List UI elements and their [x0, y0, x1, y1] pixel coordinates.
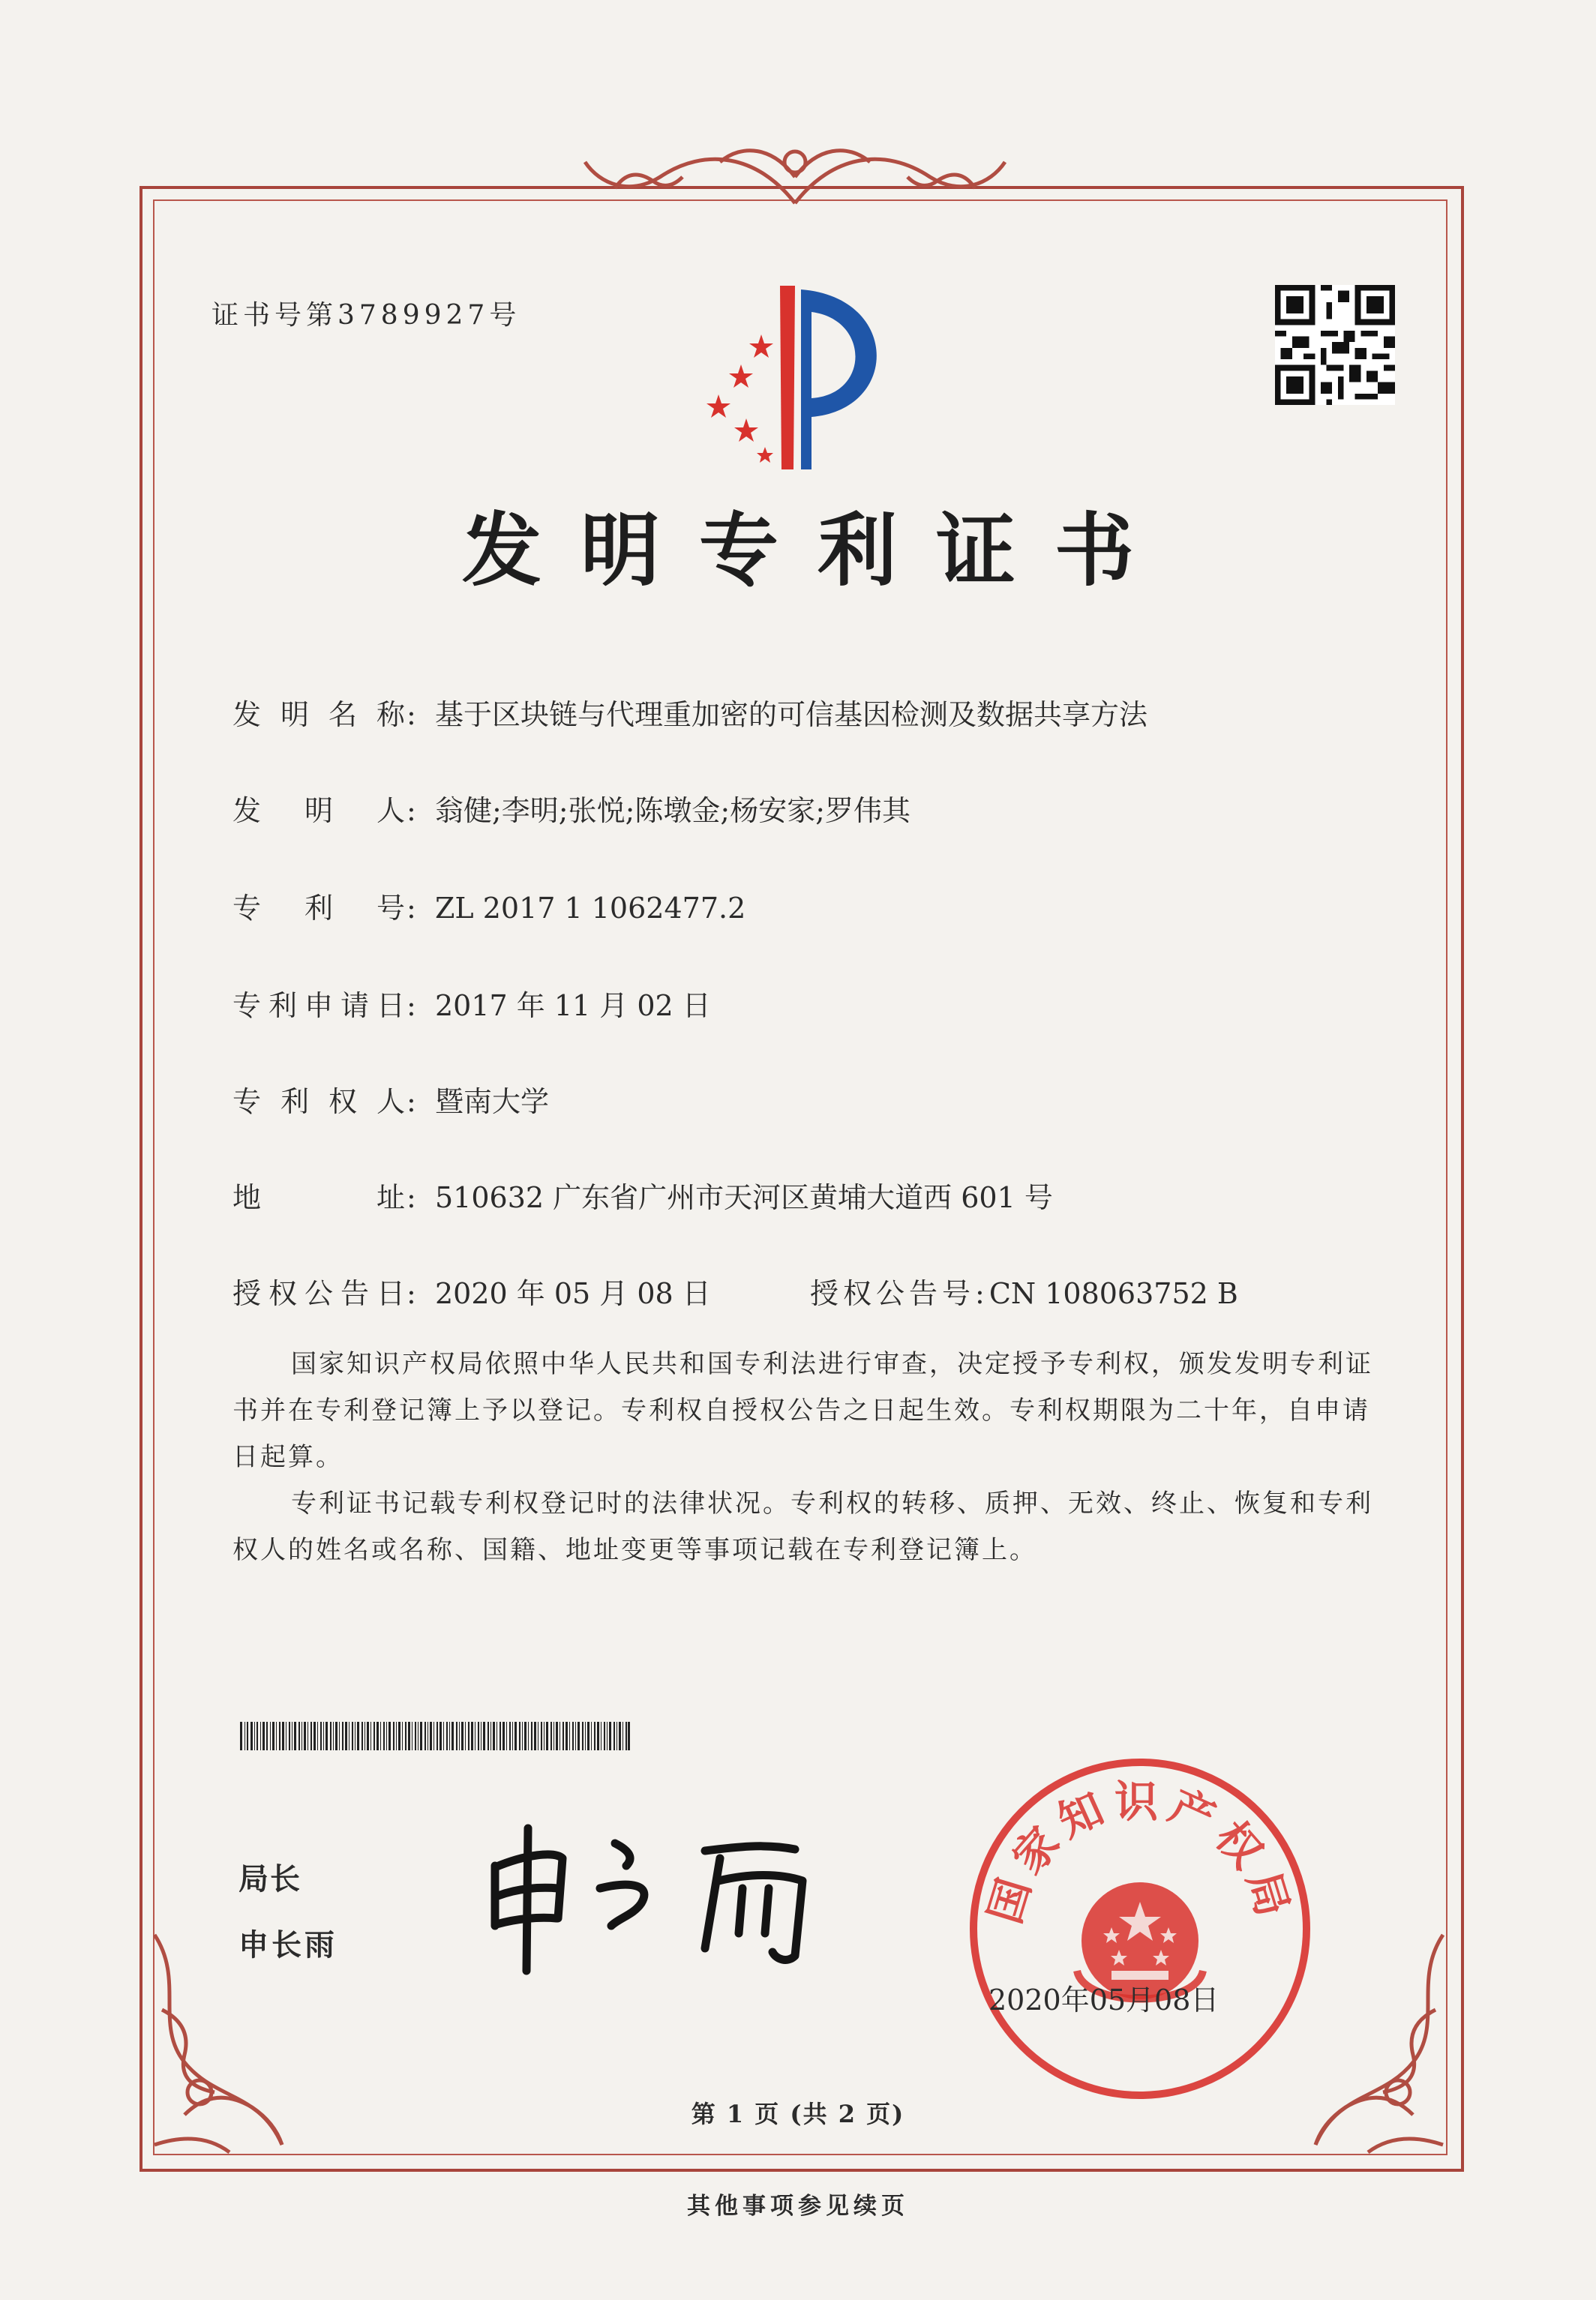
- label-char: 公: [304, 1277, 334, 1310]
- field-grant-pub-number: [810, 1270, 1238, 1312]
- label-char: 专: [232, 892, 263, 925]
- seal-date: 2020年05月08日: [988, 1984, 1220, 2017]
- label-char: 地: [232, 1181, 263, 1214]
- label-char: 号: [376, 892, 406, 925]
- label-colon: :: [406, 1277, 418, 1310]
- label-char: 利: [304, 892, 334, 925]
- label-char: 址: [376, 1181, 406, 1214]
- label-char: 专: [232, 989, 263, 1022]
- label-char: 发: [232, 698, 263, 731]
- grant-statement-text: 国家知识产权局依照中华人民共和国专利法进行审查，决定授予专利权，颁发发明专利证书并在专利登记簿上予以登记。专利权自授权公告之日起生效。专利权期限为二十年，自申请日起算。: [232, 1349, 1373, 1472]
- field-patent-number: [232, 885, 746, 926]
- label-char: 名: [328, 698, 358, 731]
- certificate-title: 发明专利证书: [462, 505, 1173, 597]
- label-colon: :: [406, 892, 418, 925]
- official-seal-icon: [964, 1753, 1316, 2104]
- page-number: 第 1 页 (共 2 页): [691, 2100, 905, 2128]
- seal-text: 国家知识产权局: [979, 1776, 1301, 1930]
- director-title: 局长: [238, 1862, 302, 1897]
- barcode-icon: [240, 1722, 630, 1750]
- label-char: 发: [232, 794, 263, 827]
- label-char: 授: [232, 1277, 263, 1310]
- label-colon: :: [406, 698, 418, 731]
- label-char: 称: [376, 698, 406, 731]
- label-char: 明: [304, 794, 334, 827]
- field-grant-date: [232, 1270, 711, 1312]
- label-char: 权: [268, 1277, 298, 1310]
- field-filing-date: [232, 982, 711, 1024]
- grant-date-value: 2020 年 05 月 08 日: [435, 1277, 711, 1310]
- invention-name-value: 基于区块链与代理重加密的可信基因检测及数据共享方法: [435, 698, 1148, 731]
- label-char: 权: [328, 1085, 358, 1118]
- label-char: 告: [340, 1277, 370, 1310]
- signature-icon: [480, 1813, 825, 1978]
- label-char: 专: [232, 1085, 263, 1118]
- label-char: 利: [280, 1085, 310, 1118]
- legal-status-paragraph: [232, 1480, 1392, 1573]
- address-value: 510632 广东省广州市天河区黄埔大道西 601 号: [435, 1181, 1053, 1214]
- label-char: 请: [340, 989, 370, 1022]
- top-ornament-icon: [570, 132, 1020, 214]
- label-char: 申: [304, 989, 334, 1022]
- field-address: [232, 1174, 1053, 1216]
- patent-logo-icon: [675, 282, 922, 478]
- label-char: 日: [376, 989, 406, 1022]
- field-patentee: [232, 1078, 549, 1120]
- label-colon: :: [406, 1181, 418, 1214]
- label-char: 人: [376, 794, 406, 827]
- patentee-value: 暨南大学: [435, 1085, 550, 1118]
- director-name: 申长雨: [238, 1928, 338, 1963]
- footer-note: 其他事项参见续页: [687, 2193, 909, 2220]
- qr-code-icon: [1275, 285, 1395, 405]
- label-colon: :: [406, 794, 418, 827]
- label-char: 日: [376, 1277, 406, 1310]
- field-invention-name: [232, 691, 1148, 733]
- grant-statement-paragraph: [232, 1341, 1392, 1480]
- label-char: 人: [376, 1085, 406, 1118]
- patent-number-value: ZL 2017 1 1062477.2: [435, 892, 746, 925]
- label-char: 利: [268, 989, 298, 1022]
- legal-status-text: 专利证书记载专利权登记时的法律状况。专利权的转移、质押、无效、终止、恢复和专利权人的姓名或名称、国籍、地址变更等事项记载在专利登记簿上。: [232, 1489, 1373, 1565]
- label-char: 明: [280, 698, 310, 731]
- grant-pub-number-label: 授权公告号:: [810, 1277, 989, 1310]
- label-colon: :: [406, 989, 418, 1022]
- grant-pub-number-value: CN 108063752 B: [988, 1277, 1238, 1310]
- filing-date-value: 2017 年 11 月 02 日: [435, 989, 711, 1022]
- field-inventors: [232, 787, 910, 829]
- bottom-right-ornament-icon: [1300, 1920, 1458, 2167]
- certificate-number: 证书号第3789927号: [212, 300, 521, 331]
- label-colon: :: [406, 1085, 418, 1118]
- inventors-value: 翁健;李明;张悦;陈墩金;杨安家;罗伟其: [435, 794, 911, 827]
